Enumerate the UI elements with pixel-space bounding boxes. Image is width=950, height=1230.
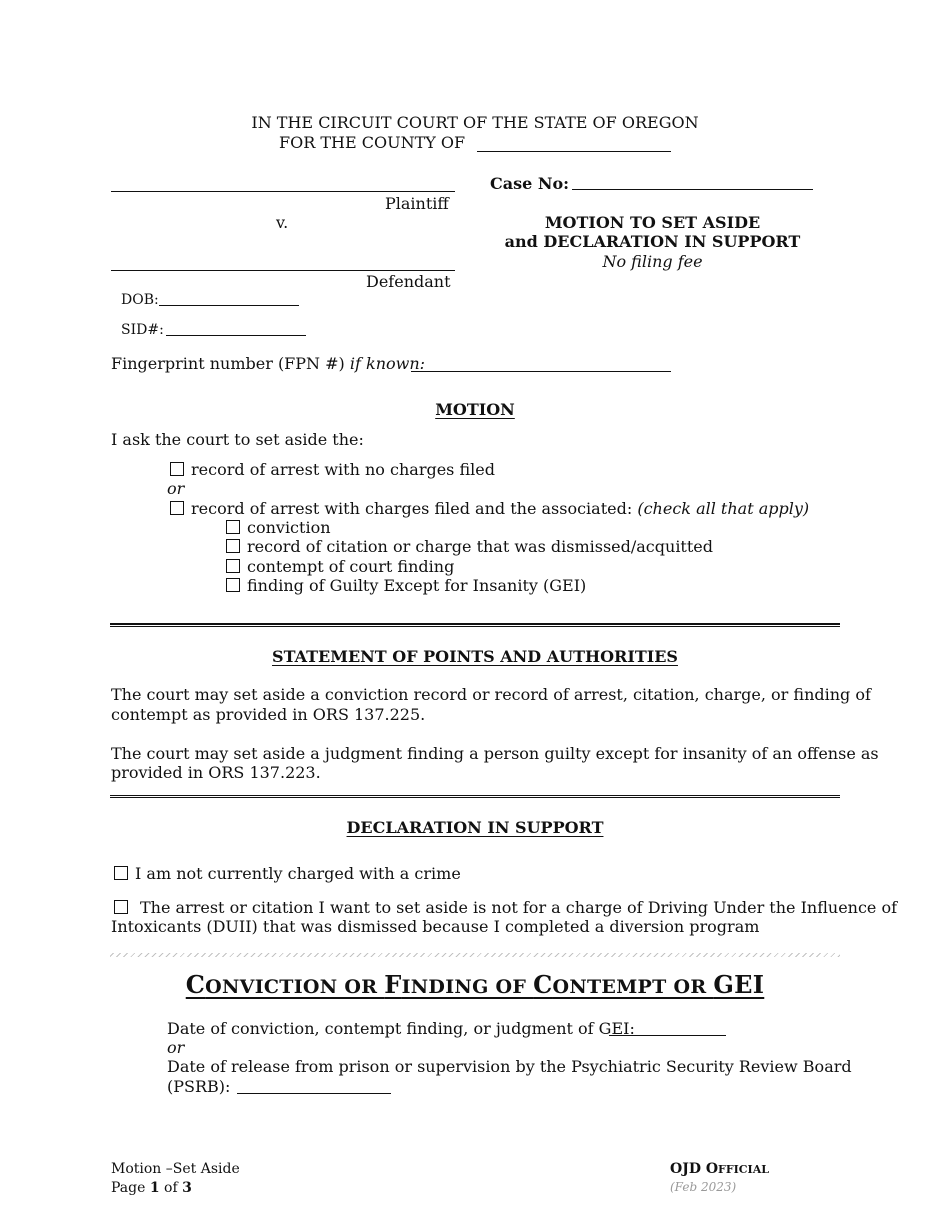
- declaration-heading: DECLARATION IN SUPPORT: [346, 818, 604, 837]
- defendant-name-field[interactable]: [111, 270, 455, 271]
- statement-para2-line1: The court may set aside a judgment finding a person guilty except for insanity of an offense as: [111, 744, 879, 763]
- gei-label: finding of Guilty Except for Insanity (GEI): [247, 576, 587, 595]
- or-label: or: [167, 1038, 185, 1057]
- county-label: FOR THE COUNTY OF: [279, 133, 466, 152]
- release-date-line1: Date of release from prison or supervision by the Psychiatric Security Review Board: [167, 1057, 852, 1076]
- conviction-label: conviction: [247, 518, 331, 537]
- footer-ojd-official: OJD OFFICIAL: [670, 1161, 769, 1177]
- motion-intro: I ask the court to set aside the:: [111, 430, 364, 449]
- conviction-checkbox[interactable]: [226, 520, 240, 534]
- no-charges-label: record of arrest with no charges filed: [191, 460, 495, 479]
- section-divider: [110, 795, 840, 798]
- case-no-label: Case No:: [490, 174, 570, 193]
- not-charged-label: I am not currently charged with a crime: [135, 864, 461, 883]
- dob-field[interactable]: [159, 305, 299, 306]
- conviction-date-field[interactable]: [609, 1035, 726, 1036]
- section-divider: [110, 623, 840, 627]
- motion-heading: MOTION: [435, 400, 515, 419]
- conviction-date-label: Date of conviction, contempt finding, or judgment of GEI:: [167, 1019, 635, 1038]
- release-date-field[interactable]: [237, 1093, 391, 1094]
- not-duii-line2: Intoxicants (DUII) that was dismissed because I completed a diversion program: [111, 917, 760, 936]
- not-duii-checkbox[interactable]: [114, 900, 128, 914]
- dismissed-label: record of citation or charge that was dismissed/acquitted: [247, 537, 713, 556]
- conviction-section-title: CONVICTION OR FINDING OF CONTEMPT OR GEI: [185, 970, 765, 999]
- court-name-line1: IN THE CIRCUIT COURT OF THE STATE OF OREGON: [251, 113, 699, 132]
- check-all-note: (check all that apply): [637, 499, 810, 518]
- footer-date: (Feb 2023): [670, 1180, 737, 1194]
- not-charged-checkbox[interactable]: [114, 866, 128, 880]
- plaintiff-name-field[interactable]: [111, 191, 455, 192]
- statement-para1-line2: contempt as provided in ORS 137.225.: [111, 705, 426, 724]
- charges-filed-label: record of arrest with charges filed and the associated: (check all that apply): [191, 499, 810, 518]
- statement-heading: STATEMENT OF POINTS AND AUTHORITIES: [272, 647, 678, 666]
- footer-form-name: Motion –Set Aside: [111, 1161, 240, 1177]
- or-label: or: [167, 479, 185, 498]
- dismissed-checkbox[interactable]: [226, 539, 240, 553]
- statement-para2-line2: provided in ORS 137.223.: [111, 763, 321, 782]
- footer-page-number: Page 1 of 3: [111, 1180, 192, 1196]
- charges-filed-checkbox[interactable]: [170, 501, 184, 515]
- fpn-field[interactable]: [411, 371, 671, 372]
- contempt-label: contempt of court finding: [247, 557, 455, 576]
- release-date-line2: (PSRB):: [167, 1077, 231, 1096]
- case-no-field[interactable]: [572, 189, 813, 190]
- sid-label: SID#:: [121, 322, 164, 338]
- no-charges-checkbox[interactable]: [170, 462, 184, 476]
- versus-label: v.: [276, 213, 289, 232]
- statement-para1-line1: The court may set aside a conviction record or record of arrest, citation, charge, or finding of: [111, 685, 871, 704]
- fpn-label: Fingerprint number (FPN #) if known:: [111, 354, 426, 373]
- fpn-if-known: if known:: [349, 354, 426, 373]
- gei-checkbox[interactable]: [226, 578, 240, 592]
- sid-field[interactable]: [166, 335, 306, 336]
- doc-title-line2: and DECLARATION IN SUPPORT: [504, 232, 801, 251]
- section-divider: [110, 953, 840, 957]
- county-field[interactable]: [477, 151, 671, 152]
- doc-subtitle: No filing fee: [602, 252, 703, 271]
- not-duii-line1: The arrest or citation I want to set aside is not for a charge of Driving Under the Influence of: [140, 898, 898, 917]
- doc-title-line1: MOTION TO SET ASIDE: [544, 213, 761, 232]
- plaintiff-label: Plaintiff: [385, 194, 449, 213]
- dob-label: DOB:: [121, 292, 159, 308]
- defendant-label: Defendant: [366, 272, 451, 291]
- contempt-checkbox[interactable]: [226, 559, 240, 573]
